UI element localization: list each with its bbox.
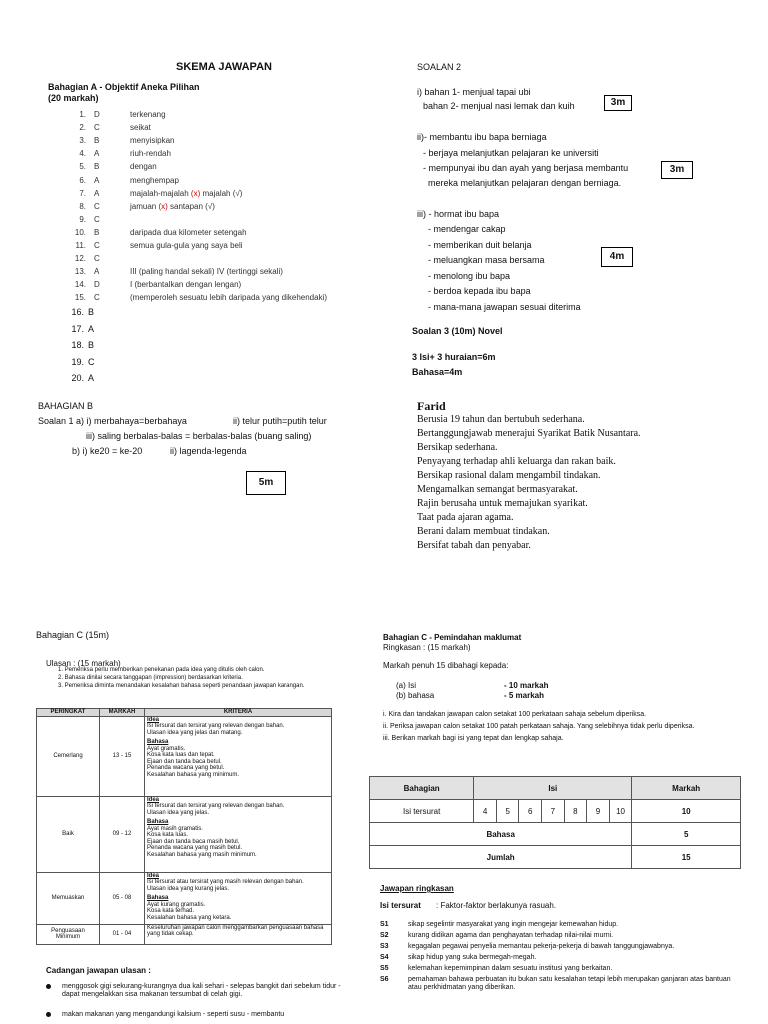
instructions — [383, 711, 743, 747]
header-peringkat: PERINGKAT — [37, 709, 100, 717]
criteria-text — [145, 872, 332, 924]
criteria-marks: 09 - 12 — [100, 796, 145, 872]
bahasa-label: Bahasa — [147, 895, 169, 901]
criteria-row — [37, 924, 332, 944]
mt-h-bahagian: Bahagian — [370, 777, 474, 800]
answer-note: terkenang — [130, 110, 166, 119]
marks-box-iii: 4m — [601, 247, 633, 267]
mt-isi-cell: 6 — [519, 800, 542, 823]
bahasa-line: Kesalahan bahasa yang minimum. — [147, 771, 240, 778]
answer-letter: C — [94, 214, 100, 224]
idea-line: Ulasan idea yang kurang jelas. — [147, 885, 230, 892]
mt-isi-cell: 7 — [542, 800, 565, 823]
idea-line: Keseluruhan jawapan calon menggambarkan penguasaan bahasa yang tidak cekap. — [147, 924, 324, 937]
bahasa-line: Penanda wacana yang betul. — [147, 765, 225, 771]
mt-h-isi: Isi — [474, 777, 632, 800]
soalan3-line1: 3 Isi+ 3 huraian=6m — [412, 352, 496, 362]
answer-letter: B — [88, 307, 95, 317]
bahagian-c-title: Bahagian C (15m) — [36, 630, 110, 640]
answer-number: 1. — [79, 110, 86, 119]
idea-line: Ulasan idea yang jelas dan matang. — [147, 729, 243, 736]
idea-line: Ulasan idea yang jelas. — [147, 809, 210, 816]
criteria-level: Cemerlang — [37, 716, 100, 796]
criteria-marks: 01 - 04 — [100, 924, 145, 944]
mt-row3-markah: 15 — [632, 846, 741, 869]
marks-box-i: 3m — [604, 95, 632, 111]
mt-isi-cell: 4 — [474, 800, 497, 823]
summary-key: S5 — [380, 965, 389, 972]
criteria-table — [36, 708, 332, 945]
idea-line: Isi tersurat dan tersirat yang relevan dengan bahan. — [147, 803, 285, 809]
split-value: - 10 markah — [504, 681, 549, 690]
idea-label: Idea — [147, 796, 160, 803]
bahasa-line: Kosa kata terhad. — [147, 908, 195, 914]
soalan1-line2: iii) saling berbalas-balas = berbalas-balas (buang saling) — [86, 431, 312, 441]
pemindahan-title: Bahagian C - Pemindahan maklumat — [383, 633, 522, 642]
answer-number: 3. — [79, 136, 86, 146]
instruction: ii. Periksa jawapan calon setakat 100 patah perkataan sahaja. Yang selebihnya tidak perlu diperiksa. — [383, 723, 695, 730]
mt-row1-label: Isi tersurat — [370, 800, 474, 823]
bahasa-label: Bahasa — [147, 739, 169, 745]
ulasan-points — [58, 667, 338, 691]
summary-text: kegagalan pegawai penyelia memantau pekerja-pekerja di bawah tanggungjawabnya. — [408, 943, 675, 950]
summary-text: kelemahan kepemimpinan dalam sesuatu institusi yang berkaitan. — [408, 965, 613, 972]
answer-letter: A — [88, 323, 95, 334]
soalan2-ii-line4: mereka melanjutkan pelajaran dengan berniaga. — [428, 178, 622, 188]
bahasa-line: Ejaan dan tanda baca betul. — [147, 758, 222, 765]
answer-number: 4. — [79, 149, 86, 159]
answer-note: daripada dua kilometer setengah — [130, 227, 247, 237]
answer-letter: D — [94, 110, 100, 119]
answer-letter: A — [94, 188, 100, 198]
answer-letter: B — [88, 340, 95, 350]
answer-letter: A — [94, 267, 100, 277]
summary-item — [380, 921, 740, 929]
criteria-marks: 13 - 15 — [100, 716, 145, 796]
farid-line: Berani dalam membuat tindakan. — [417, 526, 550, 537]
wrong-mark-icon: (x) — [158, 201, 168, 211]
split-label: (b) bahasa — [396, 691, 435, 700]
answer-note: I (berbantalkan dengan lengan) — [130, 280, 242, 290]
summary-item — [380, 976, 740, 992]
farid-line: Rajin berusaha untuk memajukan syarikat. — [417, 498, 588, 509]
soalan2-i-line2: bahan 2- menjual nasi lemak dan kuih — [423, 101, 575, 111]
bahasa-line: Kosa kata luas dan tepat. — [147, 752, 215, 758]
answer-letter: C — [88, 356, 95, 367]
soalan3-line2: Bahasa=4m — [412, 367, 463, 377]
cadangan-title: Cadangan jawapan ulasan : — [46, 966, 151, 975]
answer-number: 20. — [71, 373, 84, 383]
idea-line: Isi tersurat atau tersirat yang masih relevan dengan bahan. — [147, 879, 304, 885]
answer-note: jamuan (x) santapan (√) — [130, 201, 215, 211]
summary-key: S6 — [380, 976, 389, 983]
criteria-level: Baik — [37, 796, 100, 872]
answer-letter: C — [94, 293, 100, 303]
answer-number: 6. — [79, 175, 86, 185]
soalan2-ii-line2: - berjaya melanjutkan pelajaran ke universiti — [423, 148, 599, 158]
farid-line: Berusia 19 tahun dan bertubuh sederhana. — [417, 414, 585, 425]
summary-item — [380, 965, 740, 973]
mt-isi-cell: 5 — [496, 800, 519, 823]
bahasa-line: Ejaan dan tanda baca masih betul. — [147, 838, 240, 845]
soalan3-title: Soalan 3 (10m) Novel — [412, 326, 503, 336]
farid-line: Mengamalkan semangat bermasyarakat. — [417, 484, 578, 495]
isi-value: : Faktor-faktor berlakunya rasuah. — [436, 901, 557, 910]
instruction: i. Kira dan tandakan jawapan calon setakat 100 perkataan sahaja sebelum diperiksa. — [383, 711, 647, 718]
soalan2-ii-line1: ii)- membantu ibu bapa berniaga — [417, 132, 547, 142]
split-label: (a) Isi — [396, 681, 416, 690]
answer-letter: C — [94, 201, 100, 211]
iii-item: - mendengar cakap — [428, 224, 506, 234]
mt-row1-markah: 10 — [632, 800, 741, 823]
idea-line: Isi tersurat dan tersirat yang relevan dengan bahan. — [147, 723, 285, 729]
bahasa-line: Ayat kurang gramatis. — [147, 901, 206, 908]
answer-number: 10. — [74, 227, 86, 237]
section-a-marks: (20 markah) — [48, 93, 99, 103]
soalan2-iii-line1: iii) - hormat ibu bapa — [417, 209, 500, 219]
section-b-title: BAHAGIAN B — [38, 401, 94, 411]
answer-number: 19. — [71, 356, 84, 367]
answer-note: (memperoleh sesuatu lebih daripada yang dikehendaki) — [130, 293, 328, 303]
header-markah: MARKAH — [100, 709, 145, 717]
iii-item: - berdoa kepada ibu bapa — [428, 286, 531, 296]
mt-row3-label: Jumlah — [370, 846, 632, 869]
summary-text: pemahaman bahawa perbuatan itu bukan satu kesalahan tetapi lebih merupakan ganjaran atas bantuan atau perkhidmatan yang diberikan. — [408, 976, 731, 991]
header-kriteria: KRITERIA — [145, 709, 332, 717]
bahasa-line: Penanda wacana yang masih betul. — [147, 845, 243, 851]
answer-letter: C — [94, 254, 100, 264]
soalan1-line1b: ii) telur putih=putih telur — [233, 416, 327, 426]
soalan2-title: SOALAN 2 — [417, 62, 462, 72]
split-value: - 5 markah — [504, 691, 545, 700]
criteria-level: Penguasaan Minimum — [37, 924, 100, 944]
answer-letter: B — [94, 136, 100, 146]
summary-key: S1 — [380, 921, 389, 928]
answer-letter: A — [94, 149, 100, 159]
answer-number: 7. — [79, 188, 86, 198]
correct-mark-icon: (√) — [232, 188, 243, 198]
mt-h-markah: Markah — [632, 777, 741, 800]
answer-letter: B — [94, 162, 100, 172]
ulasan-title: Ulasan : (15 markah) — [46, 659, 121, 668]
farid-line: Penyayang terhadap ahli keluarga dan rakan baik. — [417, 456, 616, 467]
iii-item: - menolong ibu bapa — [428, 270, 511, 281]
answer-number: 5. — [79, 162, 86, 172]
criteria-text — [145, 796, 332, 872]
ulasan-point: 2. Bahasa dinilai secara tanggapan (impression) berdasarkan kriteria. — [58, 675, 243, 681]
answer-number: 15. — [74, 293, 86, 303]
criteria-level: Memuaskan — [37, 872, 100, 924]
idea-label: Idea — [147, 716, 160, 723]
bahasa-label: Bahasa — [147, 819, 169, 825]
answer-letter: A — [94, 175, 100, 185]
answer-number: 14. — [74, 280, 86, 290]
bahasa-line: Ayat gramatis. — [147, 745, 186, 752]
wrong-mark-icon: (x) — [190, 188, 201, 198]
criteria-row — [37, 872, 332, 924]
summary-key: S3 — [380, 943, 389, 950]
bahasa-line: Kesalahan bahasa yang ketara. — [147, 914, 232, 921]
farid-line: Bertanggungjawab menerajui Syarikat Batik Nusantara. — [417, 428, 641, 439]
answer-letter: D — [94, 280, 100, 290]
idea-label: Idea — [147, 872, 160, 879]
summary-text: kurang didikan agama dan penghayatan terhadap nilai-nilai murni. — [408, 932, 614, 939]
pemindahan-subtitle: Ringkasan : (15 markah) — [383, 643, 471, 652]
answer-note: semua gula-gula yang saya beli — [130, 241, 243, 250]
mt-isi-cell: 9 — [587, 800, 610, 823]
answer-number: 9. — [79, 214, 86, 224]
summary-key: S4 — [380, 954, 389, 961]
answer-number: 11. — [75, 241, 86, 250]
answer-number: 2. — [79, 123, 86, 133]
summary-list — [380, 921, 740, 995]
mt-row2-markah: 5 — [632, 823, 741, 846]
marks-box-ii: 3m — [661, 161, 693, 179]
answer-number: 8. — [79, 201, 86, 211]
iii-item: - mana-mana jawapan sesuai diterima — [428, 301, 581, 312]
mt-row2-label: Bahasa — [370, 823, 632, 846]
bahasa-line: Ayat masih gramatis. — [147, 825, 203, 832]
soalan1-line1a: Soalan 1 a) i) merbahaya=berbahaya — [38, 416, 187, 426]
criteria-text — [145, 716, 332, 796]
farid-line: Taat pada ajaran agama. — [417, 512, 514, 523]
criteria-marks: 05 - 08 — [100, 872, 145, 924]
answer-letter: A — [88, 373, 95, 383]
cadangan-bullets — [44, 983, 344, 1019]
bahasa-line: Kesalahan bahasa yang masih minimum. — [147, 851, 257, 858]
marks-box-5m: 5m — [246, 471, 286, 495]
bullet-text: makan makanan yang mengandungi kalsium - seperti susu - membantu — [62, 1011, 285, 1018]
farid-line: Bersifat tabah dan penyabar. — [417, 540, 531, 551]
bullet-icon — [46, 984, 51, 989]
soalan2-i-line1: i) bahan 1- menjual tapai ubi — [417, 87, 531, 97]
answer-note: menghempap — [130, 175, 179, 185]
answer-note: III (paling handal sekali) IV (tertinggi sekali) — [130, 267, 283, 277]
summary-item — [380, 932, 740, 940]
ulasan-point: 3. Pemeriksa diminta menandakan kesalahan bahasa seperti penandaan jawapan karangan. — [58, 683, 305, 689]
answer-letter: B — [94, 227, 100, 237]
answer-number: 16. — [71, 307, 84, 317]
criteria-row — [37, 796, 332, 872]
answer-letter: C — [94, 241, 100, 250]
answer-note: riuh-rendah — [130, 149, 171, 159]
bullet-icon — [46, 1012, 51, 1017]
isi-label: Isi tersurat — [380, 901, 421, 910]
answer-number: 13. — [74, 267, 86, 277]
criteria-row — [37, 716, 332, 796]
ulasan-point: 1. Pemeriksa perlu memberikan penekanan pada idea yang ditulis oleh calon. — [58, 667, 265, 673]
soalan2-ii-line3: - mempunyai ibu dan ayah yang berjasa membantu — [423, 163, 629, 173]
bahasa-line: Kosa kata luas. — [147, 832, 189, 838]
summary-text: sikap segelintir masyarakat yang ingin mengejar kemewahan hidup. — [408, 921, 619, 928]
iii-item: - memberikan duit belanja — [428, 239, 532, 250]
bullet-text: menggosok gigi sekurang-kurangnya dua kali sehari - selepas bangkit dari sebelum tidur - dapat mengelakkan sisa makanan tersumbat di celah gigi. — [62, 983, 341, 998]
summary-item — [380, 943, 740, 951]
section-a-title: Bahagian A - Objektif Aneka Pilihan — [48, 82, 200, 92]
soalan1-line3a: b) i) ke20 = ke-20 — [72, 446, 143, 456]
pemindahan-intro: Markah penuh 15 dibahagi kepada: — [383, 661, 509, 670]
farid-line: Bersikap sederhana. — [417, 442, 498, 453]
farid-title: Farid — [417, 399, 446, 413]
answer-number: 17. — [71, 323, 84, 334]
summary-text: sikap hidup yang suka bermegah-megah. — [408, 954, 537, 961]
summary-item — [380, 954, 740, 962]
soalan1-line3b: ii) lagenda-legenda — [170, 446, 247, 456]
summary-key: S2 — [380, 932, 389, 939]
criteria-text — [145, 924, 332, 944]
answer-note: majalah-majalah (x) majalah (√) — [130, 188, 243, 198]
iii-item: - meluangkan masa bersama — [428, 255, 545, 265]
answer-letter: C — [94, 123, 100, 133]
marks-table — [369, 776, 741, 869]
skema-title: SKEMA JAWAPAN — [176, 61, 272, 73]
correct-mark-icon: (√) — [205, 201, 215, 211]
answer-number: 18. — [71, 340, 84, 350]
farid-line: Bersikap rasional dalam mengambil tindakan. — [417, 470, 601, 481]
cadangan-bullet — [44, 1011, 344, 1019]
answer-note: seikat — [130, 123, 151, 133]
mt-isi-cell: 10 — [609, 800, 632, 823]
instruction: iii. Berikan markah bagi isi yang tepat dan lengkap sahaja. — [383, 735, 564, 742]
jawapan-title: Jawapan ringkasan — [380, 884, 454, 893]
cadangan-bullet — [44, 983, 344, 999]
answer-note: dengan — [130, 162, 157, 172]
answer-note: menyisipkan — [130, 136, 175, 146]
mt-isi-cell: 8 — [564, 800, 587, 823]
answer-number: 12. — [74, 254, 86, 264]
